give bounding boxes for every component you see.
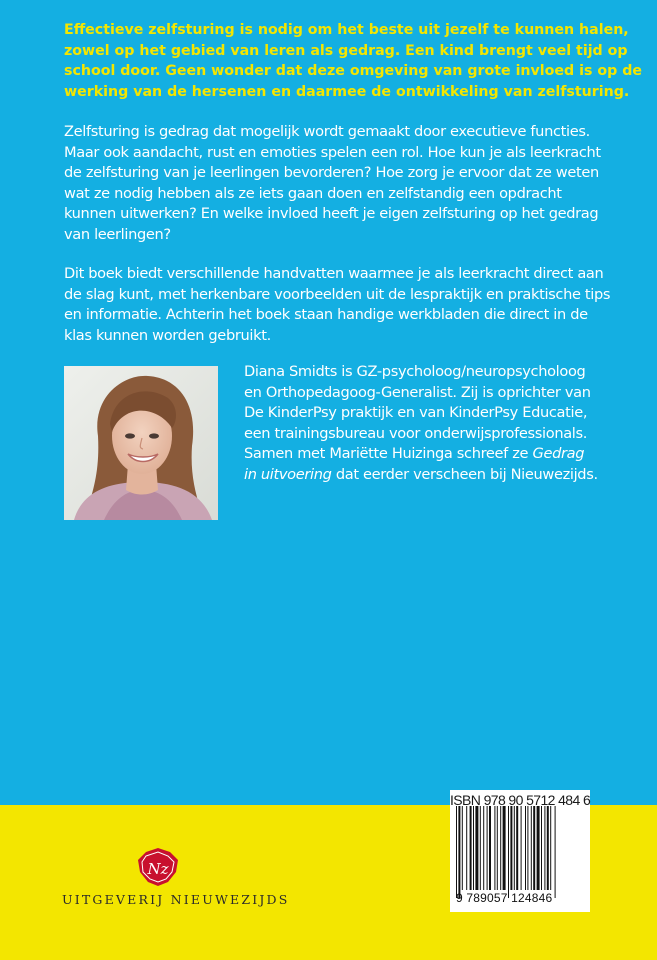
barcode-bar bbox=[544, 806, 545, 890]
barcode-bar bbox=[470, 806, 472, 890]
author-photo bbox=[64, 366, 218, 520]
paragraph-line: klas kunnen worden gebruikt. bbox=[64, 326, 271, 344]
barcode-bar bbox=[508, 806, 509, 898]
intro-paragraph bbox=[64, 20, 642, 102]
barcode-bar bbox=[456, 806, 457, 898]
author-bio-text: Samen met Mariëtte Huizinga schreef ze bbox=[244, 445, 533, 462]
barcode-bar bbox=[525, 806, 526, 890]
barcode-bar bbox=[480, 806, 481, 890]
publisher-logo bbox=[62, 848, 290, 908]
isbn-label: ISBN 978 90 5712 484 6 bbox=[450, 792, 591, 808]
author-portrait-illustration bbox=[64, 366, 218, 520]
barcode-bar bbox=[541, 806, 542, 890]
barcode-bar bbox=[547, 806, 549, 890]
intro-line: school door. Geen wonder dat deze omgeving van grote invloed is op de bbox=[64, 63, 642, 79]
barcode-bar bbox=[466, 806, 467, 890]
barcode-bar bbox=[503, 806, 506, 890]
barcode-bar bbox=[497, 806, 498, 890]
author-bio-line: Diana Smidts is GZ-psycholoog/neuropsycholoog bbox=[244, 363, 586, 380]
barcode-bar bbox=[494, 806, 495, 890]
barcode-bar bbox=[500, 806, 501, 890]
author-bio-line: en Orthopedagoog-Generalist. Zij is oprichter van bbox=[244, 383, 591, 401]
author-bio-text: dat eerder verscheen bij Nieuwezijds. bbox=[331, 465, 598, 483]
book-title-italic: Gedrag bbox=[532, 445, 585, 462]
barcode-digits: 9 789057 124846 bbox=[456, 891, 553, 905]
intro-line: zowel op het gebied van leren als gedrag. Een kind brengt veel tijd op bbox=[64, 42, 628, 59]
paragraph-line: wat ze nodig hebben als ze iets gaan doen en zelfstandig een opdracht bbox=[64, 184, 562, 202]
description-paragraph-1 bbox=[64, 122, 601, 245]
barcode-bar bbox=[550, 806, 551, 890]
paragraph-line: en informatie. Achterin het boek staan handige werkbladen die direct in de bbox=[64, 306, 588, 323]
barcode-bar bbox=[555, 806, 556, 898]
paragraph-line: kunnen uitwerken? En welke invloed heeft je eigen zelfsturing op het gedrag bbox=[64, 205, 599, 222]
barcode-bar bbox=[489, 806, 491, 890]
barcode-bar bbox=[514, 806, 515, 890]
author-bio bbox=[244, 362, 596, 485]
barcode-bar bbox=[483, 806, 484, 890]
paragraph-line: Maar ook aandacht, rust en emoties spelen een rol. Hoe kun je als leerkracht bbox=[64, 143, 601, 161]
author-bio-line bbox=[244, 465, 596, 486]
barcode-bar bbox=[531, 806, 532, 890]
publisher-name: UITGEVERIJ NIEUWEZIJDS bbox=[62, 892, 290, 907]
barcode-bar bbox=[462, 806, 463, 890]
barcode-bar bbox=[533, 806, 535, 890]
paragraph-line: Zelfsturing is gedrag dat mogelijk wordt gemaakt door executieve functies. bbox=[64, 123, 590, 140]
paragraph-line: de zelfsturing van je leerlingen bevorderen? Hoe zorg je ervoor dat ze weten bbox=[64, 164, 599, 181]
barcode-bar bbox=[521, 806, 522, 890]
intro-line: werking van de hersenen en daarmee de ontwikkeling van zelfsturing. bbox=[64, 83, 630, 100]
author-bio-line bbox=[244, 444, 596, 465]
paragraph-line: de slag kunt, met herkenbare voorbeelden uit de lespraktijk en praktische tips bbox=[64, 285, 611, 303]
author-bio-line: De KinderPsy praktijk en van KinderPsy Educatie, bbox=[244, 404, 588, 421]
author-bio-line: een trainingsbureau voor onderwijsprofessionals. bbox=[244, 424, 588, 442]
book-title-italic: in uitvoering bbox=[244, 465, 332, 483]
paragraph-line: van leerlingen? bbox=[64, 225, 171, 243]
intro-line: Effectieve zelfsturing is nodig om het beste uit jezelf te kunnen halen, bbox=[64, 22, 629, 38]
barcode-bar bbox=[537, 806, 540, 890]
barcode-bar bbox=[527, 806, 528, 890]
barcode-bar bbox=[487, 806, 488, 890]
barcode-bar bbox=[516, 806, 518, 890]
paragraph-line: Dit boek biedt verschillende handvatten waarmee je als leerkracht direct aan bbox=[64, 265, 604, 282]
barcode-bar bbox=[510, 806, 512, 890]
description-paragraph-2 bbox=[64, 264, 611, 346]
barcode-bar bbox=[475, 806, 478, 890]
logo-mark: Nz bbox=[147, 860, 169, 878]
nz-logo-icon bbox=[62, 848, 262, 892]
barcode-bar bbox=[458, 806, 460, 898]
barcode-bar bbox=[473, 806, 474, 890]
